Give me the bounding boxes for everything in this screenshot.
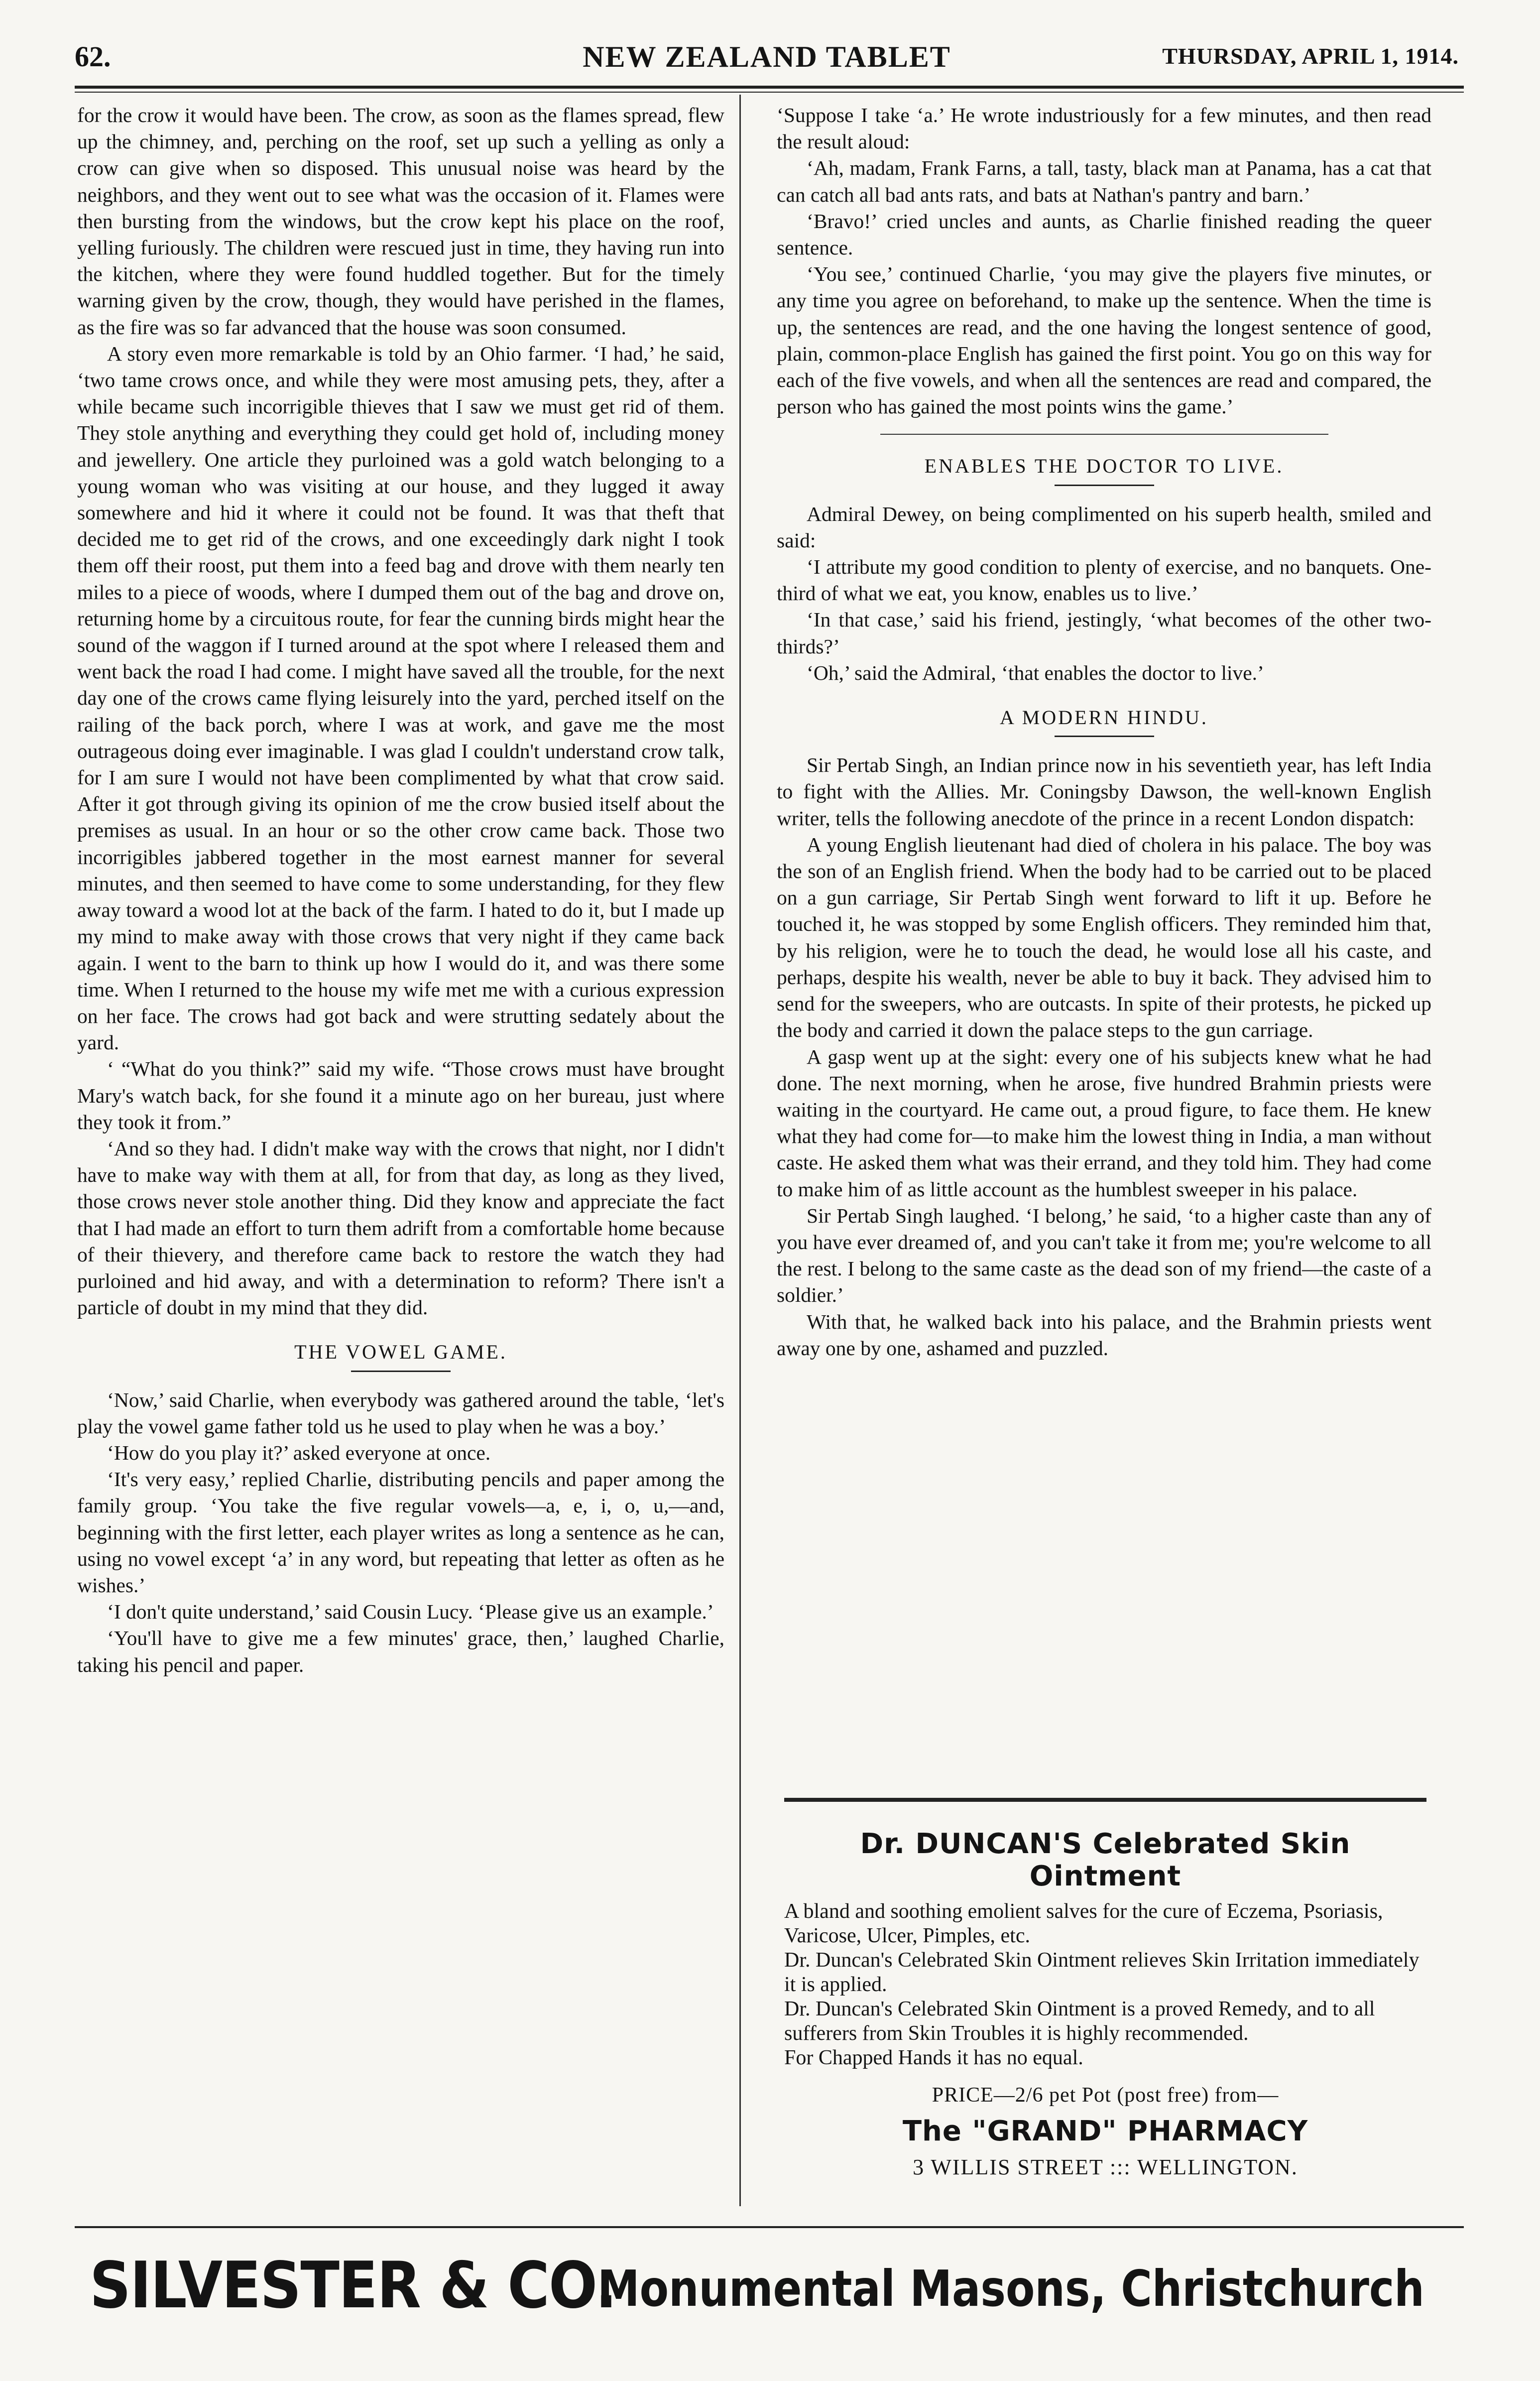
advert-line: Dr. Duncan's Celebrated Skin Ointment is a proved Remedy, and to all sufferers from Skin Troubles it is highly recommended. xyxy=(784,1998,1375,2045)
right-column xyxy=(777,102,1431,1810)
article-paragraph: A story even more remarkable is told by an Ohio farmer. ‘I had,’ he said, ‘two tame crows once, and while they were most amusing pets, they, after a while became such incorrigible thieves that I saw we must get rid of them. They stole anything and everything they could get hold of, including money and jewellery. One article they purloined was a gold watch belonging to a young woman who was visiting at our house, and they lugged it away somewhere and hid it where it could not be found. It was that theft that decided me to get rid of the crows, and one exceedingly dark night I took them off their roost, put them into a feed bag and drove with them nearly ten miles to a piece of woods, where I dumped them out of the bag and drove on, returning home by a circuitous route, for fear the cunning birds might hear the sound of the waggon if I turned around at the spot where I released them and went back the road I had come. I might have saved all the trouble, for the next day one of the crows came flying leisurely into the yard, perched itself on the railing of the back porch, where I was at work, and gave me the most outrageous doing ever imaginable. I was glad I couldn't understand crow talk, for I am sure I would not have been complimented by what that crow said. After it got through giving its opinion of me the crow busied itself about the premises as usual. In an hour or so the other crow came back. Those two incorrigibles jabbered together in the most earnest manner for several minutes, and then seemed to have come to some understanding, for they flew away toward a wood lot at the back of the farm. I hated to do it, but I made up my mind to make away with those crows that very night if they came back again. I went to the barn to think up how I would do it, and was there some time. When I returned to the house my wife met me with a curious expression on her face. The crows had got back and were strutting sedately about the yard. xyxy=(77,342,724,1054)
article-paragraph: Sir Pertab Singh, an Indian prince now in his seventieth year, has left India to fight with the Allies. Mr. Coningsby Dawson, the well-known English writer, tells the following anecdote of the prince in a recent London dispatch: xyxy=(777,753,1431,830)
skin-ointment-advert xyxy=(784,1828,1426,2180)
article-paragraph: for the crow it would have been. The crow, as soon as the flames spread, flew up the chimney, and, perching on the roof, set up such a yelling as only a crow can give when so disposed. This unusual noise was heard by the neighbors, and they went out to see what was the occasion of it. Flames were then bursting from the windows, but the crow kept his place on the roof, yelling furiously. The children were rescued just in time, they having run into the kitchen, where they were found huddled together. But for the timely warning given by the crow, though, they would have perished in the flames, as the fire was so far advanced that the house was soon consumed. xyxy=(77,104,724,339)
advert-title: Dr. DUNCAN'S Celebrated Skin Ointment xyxy=(860,1828,1351,1892)
article-paragraph: With that, he walked back into his palace, and the Brahmin priests went away one by one, ashamed and puzzled. xyxy=(777,1310,1431,1360)
article-paragraph: ‘Suppose I take ‘a.’ He wrote industriously for a few minutes, and then read the result aloud: xyxy=(777,104,1431,153)
article-paragraph: A gasp went up at the sight: every one of his subjects knew what he had done. The next morning, when he arose, five hundred Brahmin priests were waiting in the courtyard. He came out, a proud figure, to face them. He knew what they had come for—to make him the lowest thing in India, a man without caste. He asked them what was their errand, and they told him. They had come to make him of as little account as the humblest sweeper in his palace. xyxy=(777,1045,1431,1201)
article-paragraph: A young English lieutenant had died of cholera in his palace. The boy was the son of an English friend. When the body had to be carried out to be placed on a gun carriage, Sir Pertab Singh went forward to lift it up. Before he touched it, he was stopped by some English officers. They reminded him that, by his religion, were he to touch the dead, he would lose all his caste, and perhaps, despite his wealth, never be able to buy it back. They advised him to send for the sweepers, who are outcasts. In spite of their protests, he picked up the body and carried it down the palace steps to the gun carriage. xyxy=(777,833,1431,1042)
page-header xyxy=(75,40,1459,85)
issue-date: THURSDAY, APRIL 1, 1914. xyxy=(1162,43,1459,69)
heading-rule xyxy=(1055,485,1154,486)
article-paragraph: Admiral Dewey, on being complimented on his superb health, smiled and said: xyxy=(777,502,1431,552)
advert-line: For Chapped Hands it has no equal. xyxy=(784,2046,1083,2069)
article-paragraph: ‘ “What do you think?” said my wife. “Those crows must have brought Mary's watch back, for she found it a minute ago on her bureau, just where they took it from.” xyxy=(77,1057,724,1133)
heading-rule xyxy=(351,1371,451,1372)
article-paragraph: ‘Ah, madam, Frank Farns, a tall, tasty, black man at Panama, has a cat that can catch all bad ants rats, and bats at Nathan's pantry and barn.’ xyxy=(777,156,1431,206)
article-paragraph: ‘In that case,’ said his friend, jestingly, ‘what becomes of the other two-thirds?’ xyxy=(777,608,1431,658)
header-rule xyxy=(75,86,1464,89)
article-paragraph: ‘You'll have to give me a few minutes' grace, then,’ laughed Charlie, taking his pencil and paper. xyxy=(77,1627,724,1676)
section-heading-vowel-game: THE VOWEL GAME. xyxy=(294,1341,507,1364)
advert-pharmacy: The "GRAND" PHARMACY xyxy=(902,2115,1308,2147)
footer-firm-name: SILVESTER & CO. xyxy=(90,2249,616,2323)
footer-advert xyxy=(90,2249,1454,2333)
article-paragraph: ‘I attribute my good condition to plenty of exercise, and no banquets. One-third of what we eat, you know, enables us to live.’ xyxy=(777,555,1431,605)
advert-address: 3 WILLIS STREET ::: WELLINGTON. xyxy=(913,2155,1298,2179)
section-heading-hindu: A MODERN HINDU. xyxy=(1000,706,1208,729)
advert-rule xyxy=(784,1798,1426,1802)
section-heading-doctor: ENABLES THE DOCTOR TO LIVE. xyxy=(924,455,1284,478)
advert-line: Dr. Duncan's Celebrated Skin Ointment relieves Skin Irritation immediately it is applied. xyxy=(784,1949,1420,1996)
footer-rule xyxy=(75,2226,1464,2228)
article-paragraph: ‘And so they had. I didn't make way with the crows that night, nor I didn't have to make way with them at all, for from that day, as long as they lived, those crows never stole another thing. Did they know and appreciate the fact that I had made an effort to turn them adrift from a comfortable home because of their thievery, and therefore came back to restore the watch they had purloined and hid away, and with a determination to reform? There isn't a particle of doubt in my mind that they did. xyxy=(77,1136,724,1319)
article-paragraph: ‘You see,’ continued Charlie, ‘you may give the players five minutes, or any time you agree on beforehand, to make up the sentence. When the time is up, the sentences are read, and the one having the longest sentence of good, plain, common-place English has gained the first point. You go on this way for each of the five vowels, and when all the sentences are read and compared, the person who has gained the most points wins the game.’ xyxy=(777,262,1431,418)
left-column xyxy=(77,102,724,2209)
article-paragraph: ‘Now,’ said Charlie, when everybody was gathered around the table, ‘let's play the vowel game father told us he used to play when he was a boy.’ xyxy=(77,1388,724,1438)
advert-line: A bland and soothing emolient salves for the cure of Eczema, Psoriasis, Varicose, Ulcer, Pimples, etc. xyxy=(784,1900,1383,1947)
column-divider xyxy=(739,95,741,2206)
page-number: 62. xyxy=(75,40,111,73)
header-rule-thin xyxy=(75,92,1464,93)
article-paragraph: ‘It's very easy,’ replied Charlie, distributing pencils and paper among the family group. ‘You take the five regular vowels—a, e, i, o, u,—and, beginning with the first letter, each player writes as long a sentence as he can, using no vowel except ‘a’ in any word, but repeating that letter as often as he wishes.’ xyxy=(77,1468,724,1597)
article-paragraph: Sir Pertab Singh laughed. ‘I belong,’ he said, ‘to a higher caste than any of you have ever dreamed of, and you can't take it from me; you're welcome to all the rest. I belong to the same caste as the dead son of my friend—the caste of a soldier.’ xyxy=(777,1204,1431,1307)
section-separator xyxy=(880,434,1328,435)
article-paragraph: ‘How do you play it?’ asked everyone at once. xyxy=(107,1441,491,1464)
article-paragraph: ‘Oh,’ said the Admiral, ‘that enables the doctor to live.’ xyxy=(807,661,1264,684)
article-paragraph: ‘Bravo!’ cried uncles and aunts, as Charlie finished reading the queer sentence. xyxy=(777,209,1431,259)
masthead-title: NEW ZEALAND TABLET xyxy=(583,40,951,73)
advert-price: PRICE—2/6 pet Pot (post free) from— xyxy=(932,2084,1279,2107)
article-paragraph: ‘I don't quite understand,’ said Cousin Lucy. ‘Please give us an example.’ xyxy=(107,1600,714,1624)
heading-rule xyxy=(1055,736,1154,737)
footer-trade-line: Monumental Masons, Christchurch xyxy=(597,2259,1424,2318)
